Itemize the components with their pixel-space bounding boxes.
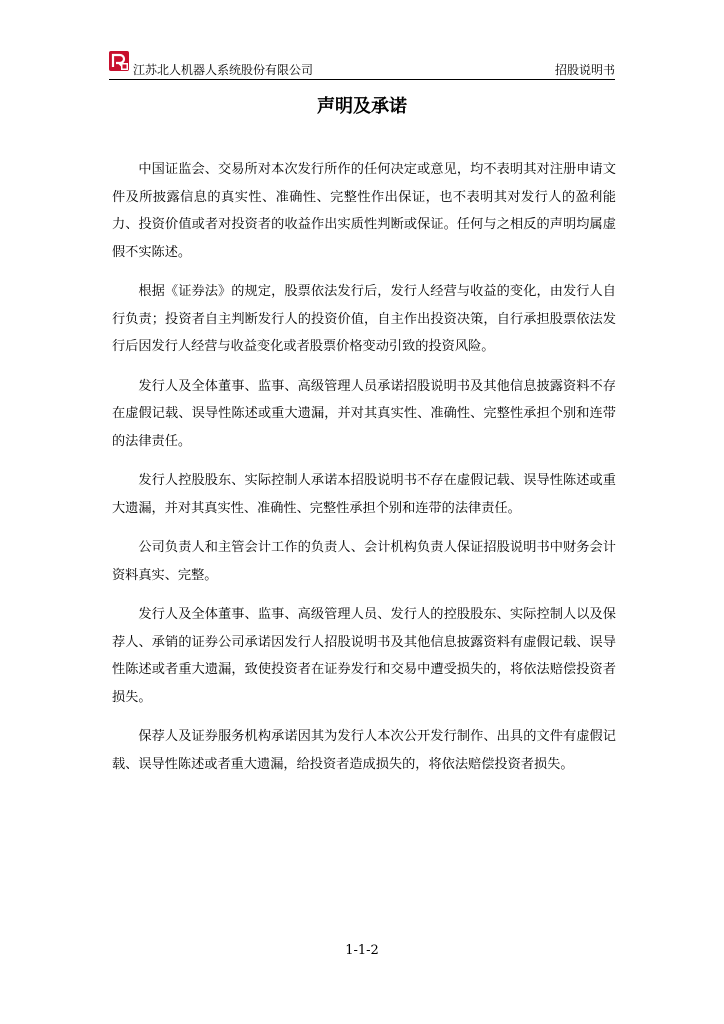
declaration-body (112, 156, 616, 790)
paragraph: 发行人及全体董事、监事、高级管理人员、发行人的控股股东、实际控制人以及保荐人、承销的证券公司承诺因发行人招股说明书及其他信息披露资料有虚假记载、误导性陈述或者重大遗漏，致使投资者在证券发行和交易中遭受损失的，将依法赔偿投资者损失。 (112, 607, 616, 705)
document-type: 招股说明书 (554, 63, 615, 77)
page-title: 声明及承诺 (317, 96, 407, 117)
header-divider (109, 79, 615, 80)
page-number: 1-1-2 (345, 943, 379, 958)
paragraph: 公司负责人和主管会计工作的负责人、会计机构负责人保证招股说明书中财务会计资料真实、完整。 (112, 540, 616, 583)
company-name: 江苏北人机器人系统股份有限公司 (133, 63, 314, 77)
paragraph: 发行人控股股东、实际控制人承诺本招股说明书不存在虚假记载、误导性陈述或重大遗漏，并对其真实性、准确性、完整性承担个别和连带的法律责任。 (112, 473, 616, 516)
page-header (109, 49, 615, 79)
paragraph: 发行人及全体董事、监事、高级管理人员承诺招股说明书及其他信息披露资料不存在虚假记载、误导性陈述或重大遗漏，并对其真实性、准确性、完整性承担个别和连带的法律责任。 (112, 378, 616, 449)
company-logo-icon (109, 51, 129, 71)
paragraph: 保荐人及证券服务机构承诺因其为发行人本次公开发行制作、出具的文件有虚假记载、误导性陈述或者重大遗漏，给投资者造成损失的，将依法赔偿投资者损失。 (112, 729, 616, 772)
paragraph: 根据《证券法》的规定，股票依法发行后，发行人经营与收益的变化，由发行人自行负责；投资者自主判断发行人的投资价值，自主作出投资决策，自行承担股票依法发行后因发行人经营与收益变化或者股票价格变动引致的投资风险。 (112, 284, 616, 354)
paragraph: 中国证监会、交易所对本次发行所作的任何决定或意见，均不表明其对注册申请文件及所披露信息的真实性、准确性、完整性作出保证，也不表明其对发行人的盈利能力、投资价值或者对投资者的收益作出实质性判断或保证。任何与之相反的声明均属虚假不实陈述。 (112, 162, 616, 260)
